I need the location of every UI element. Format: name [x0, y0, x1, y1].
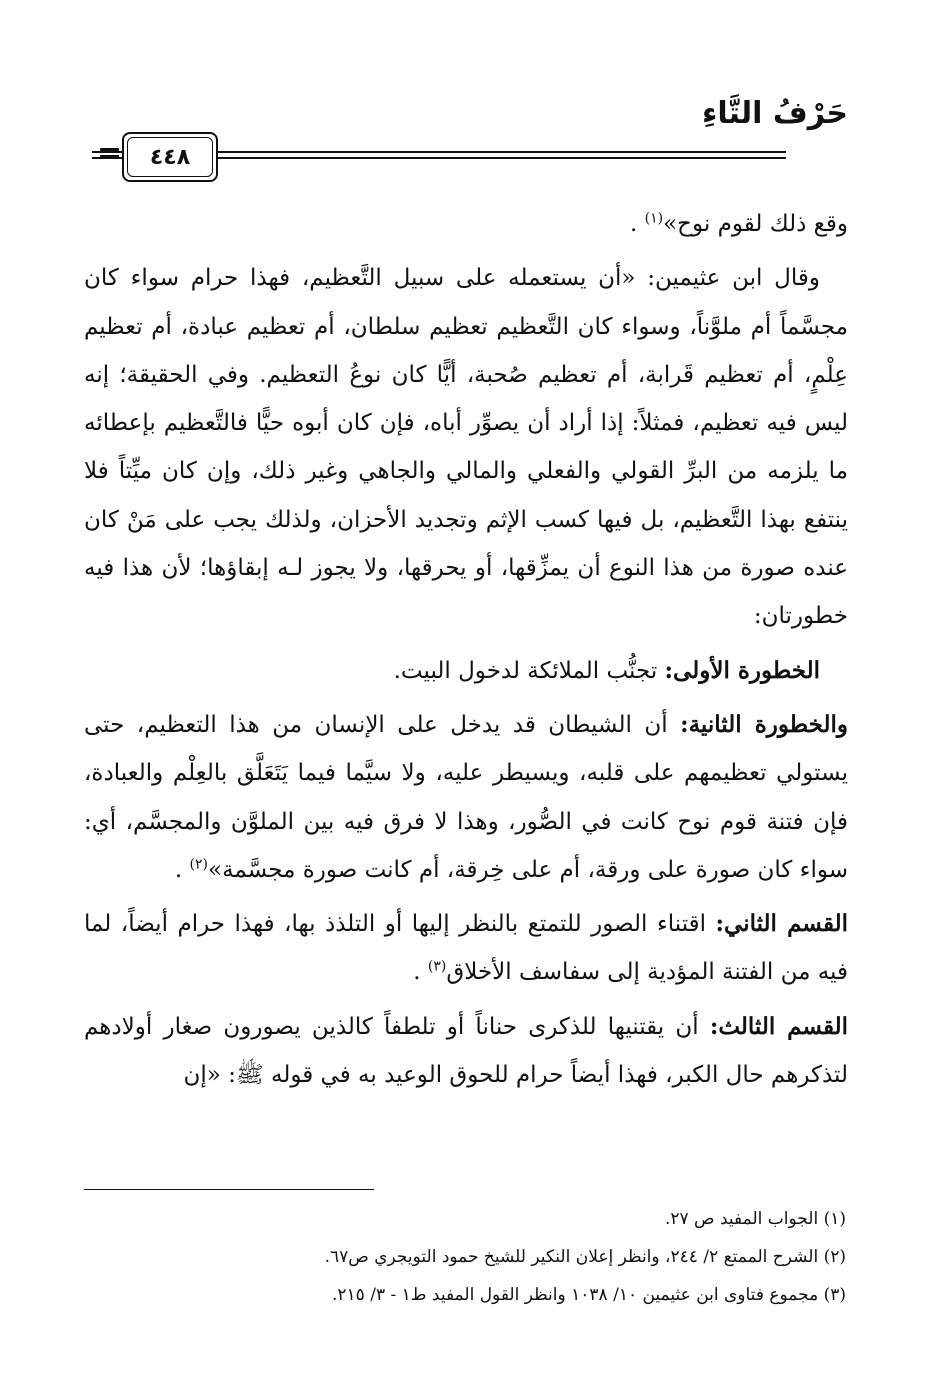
paragraph-lead: والخطورة الثانية: — [680, 710, 849, 738]
footnote-ref: (٣) — [427, 958, 447, 975]
footnote: (١) الجواب المفيد ص ٢٧. — [664, 1209, 846, 1229]
paragraph-end: . — [174, 856, 183, 883]
chapter-title: حَرْفُ التَّاءِ — [702, 96, 848, 131]
paragraph — [84, 254, 848, 640]
paragraph-end: . — [413, 959, 421, 986]
main-text — [84, 200, 848, 1105]
paragraph-text: تجنُّب الملائكة لدخول البيت. — [393, 657, 665, 684]
paragraph-lead: القسم الثالث: — [709, 1012, 848, 1040]
paragraph-end: . — [630, 211, 638, 237]
page-number — [122, 132, 218, 182]
paragraph-lead: القسم الثاني: — [715, 910, 848, 938]
footnote: (٣) مجموع فتاوى ابن عثيمين ١٠/ ١٠٣٨ وانظر القول المفيد ط١ - ٣/ ٢١٥. — [331, 1285, 846, 1305]
paragraph-text: أن يقتنيها للذكرى حناناً أو تلطفاً كالذين يصورون صغار أولادهم لتذكرهم حال الكبر، فهذا أيضاً حرام للحوق الوعيد به في قوله ﷺ: «إن — [84, 1013, 848, 1089]
paragraph — [84, 647, 848, 695]
footnote-ref: (١) — [644, 210, 664, 227]
paragraph — [84, 701, 848, 894]
page-number-text: ٤٤٨ — [149, 144, 191, 170]
footnote: (٢) الشرح الممتع ٢/ ٢٤٤، وانظر إعلان النكير للشيخ حمود التويجري ص٦٧. — [324, 1247, 846, 1267]
paragraph-text: وقع ذلك لقوم نوح» — [663, 211, 848, 237]
paragraph-lead: الخطورة الأولى: — [664, 656, 820, 684]
paragraph — [84, 1003, 848, 1100]
footnotes — [84, 1200, 846, 1314]
paragraph-text: اقتناء الصور للتمتع بالنظر إليها أو التلذذ بها، فهذا حرام أيضاً، لما فيه من الفتنة المؤدية إلى سفاسف الأخلاق — [84, 911, 848, 986]
footnote-ref: (٢) — [189, 856, 208, 873]
header-mark: = — [97, 136, 123, 171]
footnote-divider — [84, 1189, 374, 1190]
paragraph-text: أن الشيطان قد يدخل على الإنسان من هذا التعظيم، حتى يستولي تعظيمهم على قلبه، ويسيطر عليه، ولا سيَّما فيما يَتَعَلَّق بالعِلْم والعبادة، فإن فتنة قوم نوح كانت في الصُّور، وهذا لا فرق فيه بين الملوَّن والمجسَّم، أي: سواء كان صورة على ورقة، أم على خِرقة، أم كانت صورة مجسَّمة» — [84, 711, 848, 883]
paragraph — [84, 200, 848, 248]
paragraph — [84, 900, 848, 997]
paragraph-text: وقال ابن عثيمين: «أن يستعمله على سبيل التَّعظيم، فهذا حرام سواء كان مجسَّماً أم ملوَّناً، وسواء كان التَّعظيم تعظيم سلطان، أم تعظيم عبادة، أم تعظيم عِلْمٍ، أم تعظيم قَرابة، أم تعظيم صُحبة، أيًّا كان نوعُ التعظيم. وفي الحقيقة؛ إنه ليس فيه تعظيم، فمثلاً: إذا أراد أن يصوِّر أباه، فإن كان أبوه حيًّا فالتَّعظيم بإعطائه ما يلزمه من البرِّ القولي والفعلي والمالي والجاهي وغير ذلك، وإن كان ميِّتاً فلا ينتفع بهذا التَّعظيم، بل فيها كسب الإثم وتجديد الأحزان، ولذلك يجب على مَنْ كان عنده صورة من هذا النوع أن يمزِّقها، أو يحرقها، ولا يجوز لـه إبقاؤها؛ لأن هذا فيه خطورتان: — [84, 265, 848, 630]
